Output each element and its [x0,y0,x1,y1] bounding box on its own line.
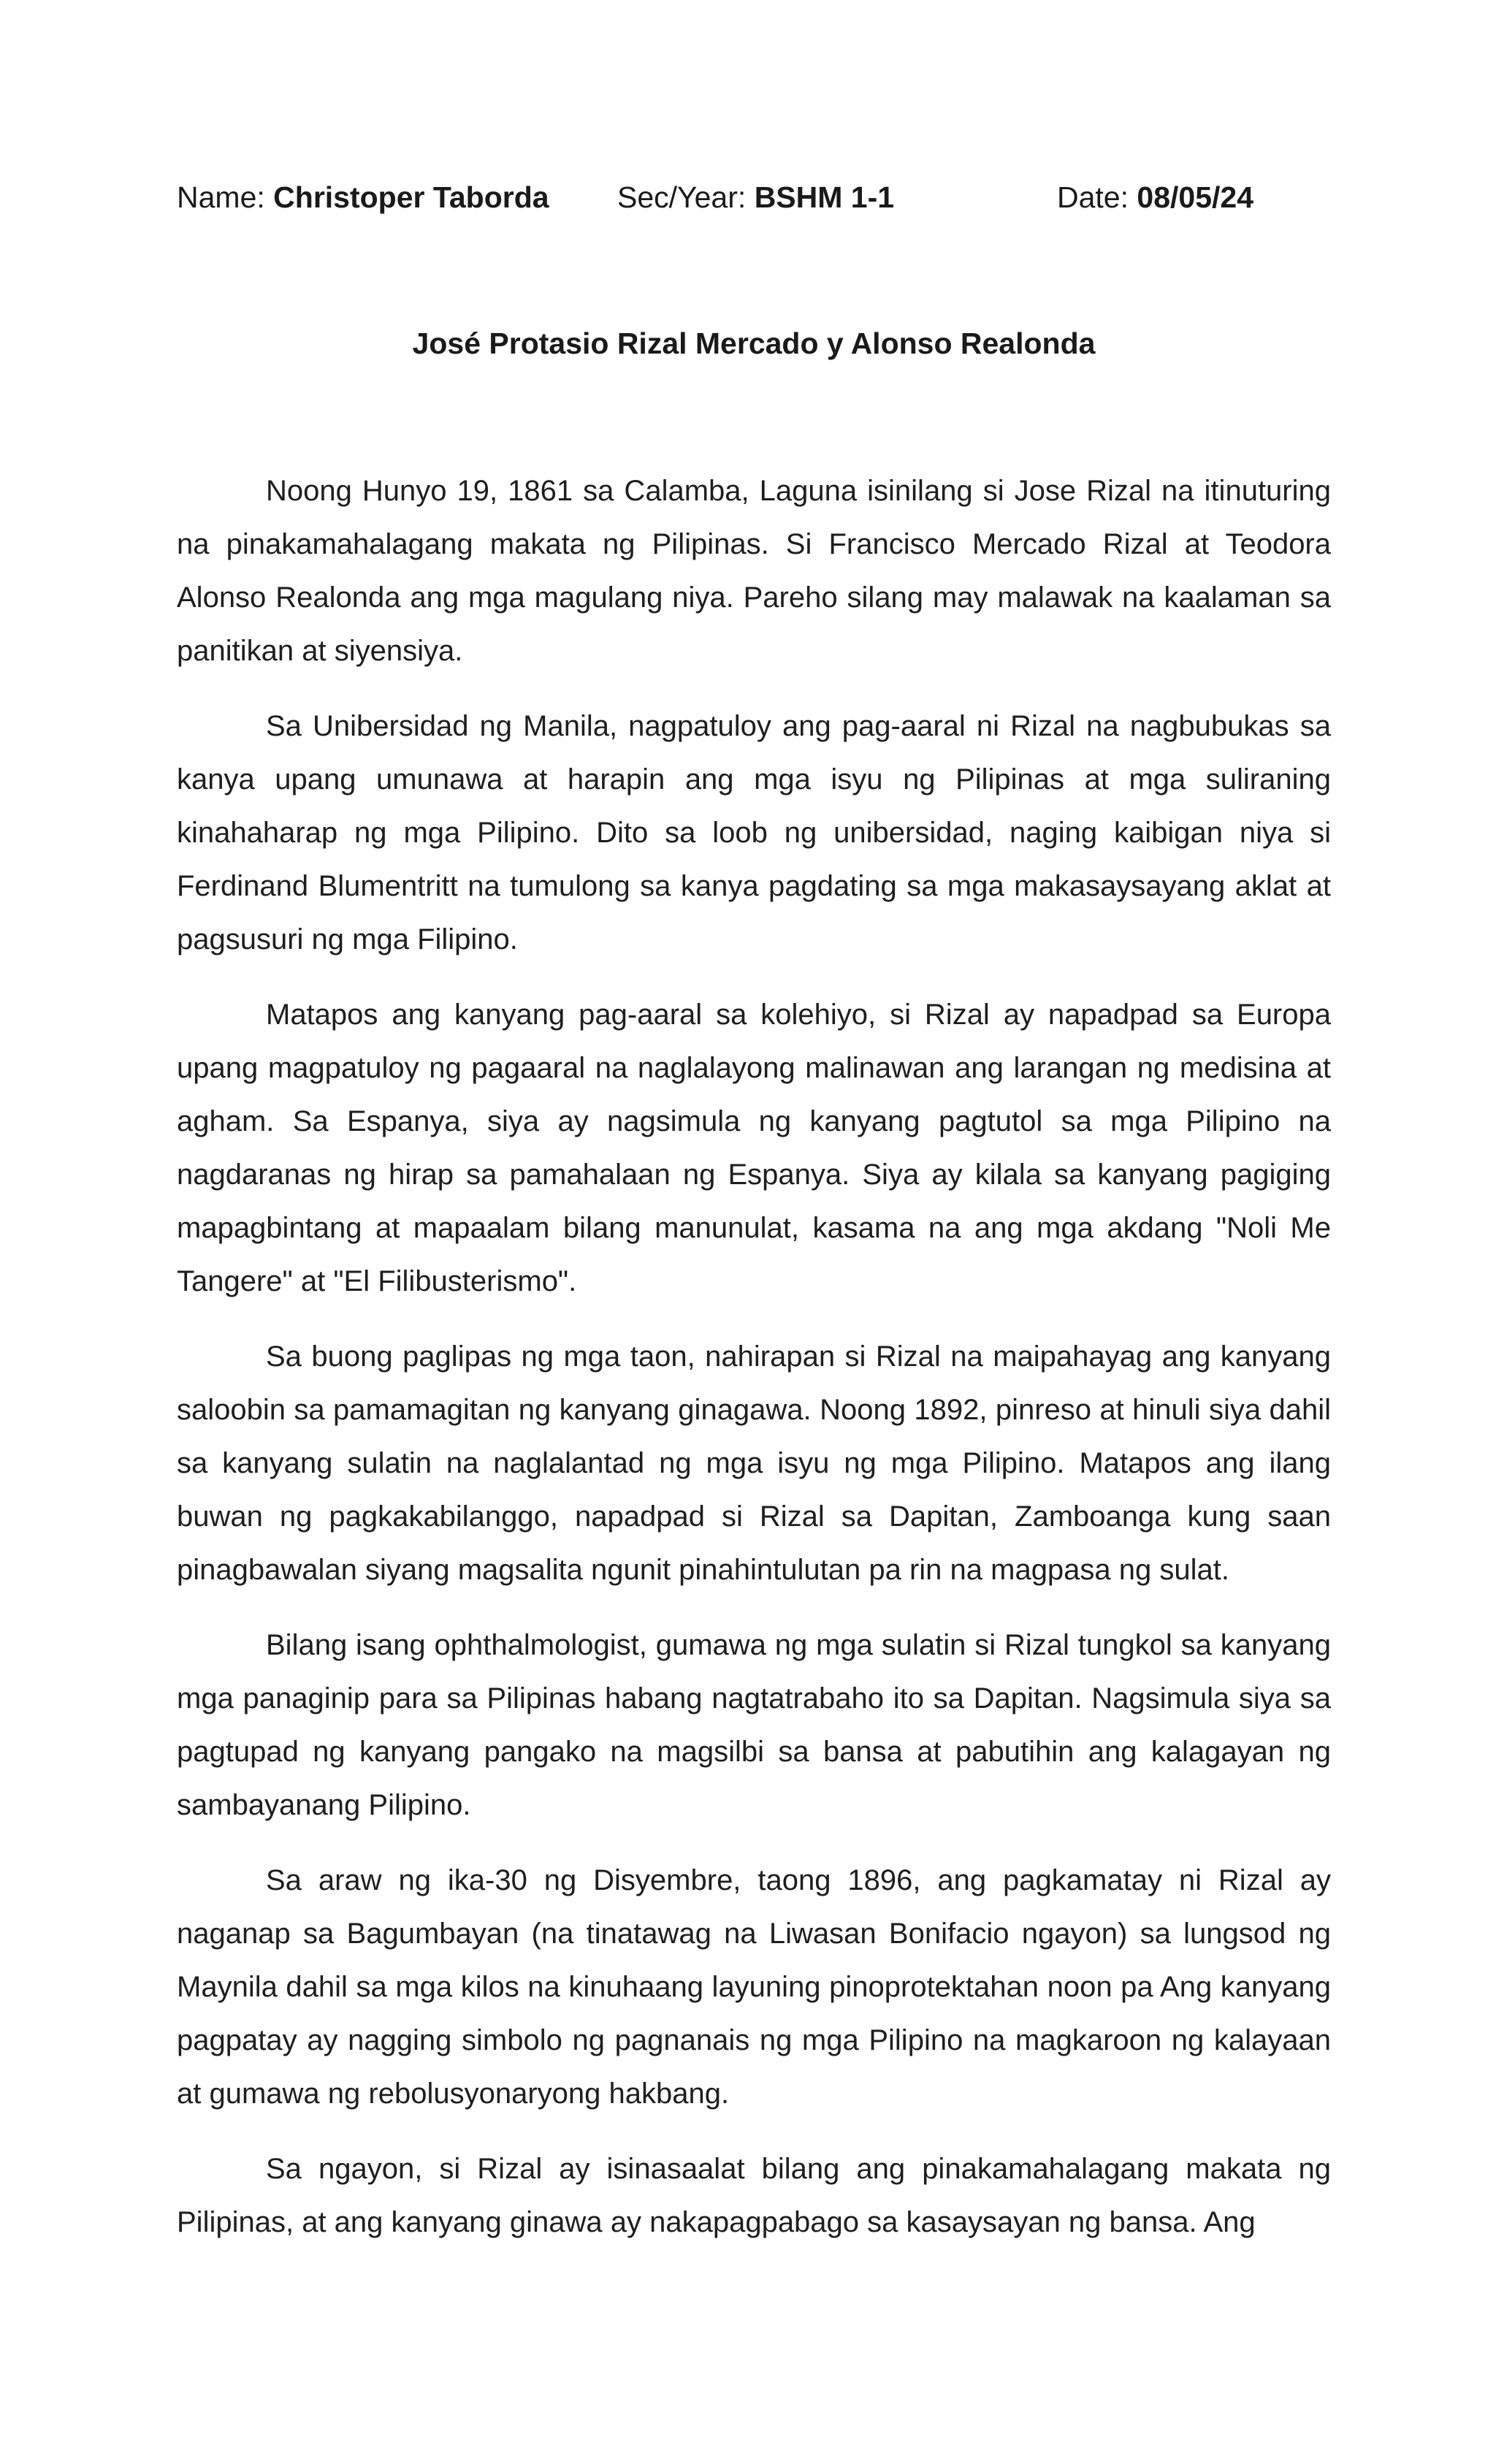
paragraph-2: Sa Unibersidad ng Manila, nagpatuloy ang pag-aaral ni Rizal na nagbubukas sa kanya upang umunawa at harapin ang mga isyu ng Pilipinas at mga suliraning kinahaharap ng mga Pilipino. Dito sa loob ng unibersidad, naging kaibigan niya si Ferdinand Blumentritt na tumulong sa kanya pagdating sa mga makasaysayang aklat at pagsusuri ng mga Filipino. [177,710,1331,956]
document-title: José Protasio Rizal Mercado y Alonso Realonda [412,327,1096,360]
name-label: Name: [177,180,265,214]
paragraph-3: Matapos ang kanyang pag-aaral sa kolehiyo, si Rizal ay napadpad sa Europa upang magpatuloy ng pagaaral na naglalayong malinawan ang larangan ng medisina at agham. Sa Espanya, siya ay nagsimula ng kanyang pagtutol sa mga Pilipino na nagdaranas ng hirap sa pamahalaan ng Espanya. Siya ay kilala sa kanyang pagiging mapagbintang at mapaalam bilang manunulat, kasama na ang mga akdang "Noli Me Tangere" at "El Filibusterismo". [177,999,1331,1297]
section-year-label: Sec/Year: [617,180,747,214]
paragraph-7: Sa ngayon, si Rizal ay isinasaalat bilang ang pinakamahalagang makata ng Pilipinas, at ang kanyang ginawa ay nakapagpabago sa kasaysayan ng bansa. Ang [177,2153,1331,2238]
name-field [177,175,549,219]
date-value: 08/05/24 [1137,180,1254,214]
paragraph-1: Noong Hunyo 19, 1861 sa Calamba, Laguna isinilang si Jose Rizal na itinuturing na pinakamahalagang makata ng Pilipinas. Si Francisco Mercado Rizal at Teodora Alonso Realonda ang mga magulang niya. Pareho silang may malawak na kaalaman sa panitikan at siyensiya. [177,475,1331,667]
paragraph-6: Sa araw ng ika-30 ng Disyembre, taong 1896, ang pagkamatay ni Rizal ay naganap sa Bagumbayan (na tinatawag na Liwasan Bonifacio ngayon) sa lungsod ng Maynila dahil sa mga kilos na kinuhaang layuning pinoprotektahan noon pa Ang kanyang pagpatay ay nagging simbolo ng pagnanais ng mga Pilipino na magkaroon ng kalayaan at gumawa ng rebolusyonaryong hakbang. [177,1864,1331,2110]
document-body [177,465,1331,2271]
name-value: Christoper Taborda [273,180,549,214]
section-year-field [617,175,894,219]
paragraph-4: Sa buong paglipas ng mga taon, nahirapan si Rizal na maipahayag ang kanyang saloobin sa pamamagitan ng kanyang ginagawa. Noong 1892, pinreso at hinuli siya dahil sa kanyang sulatin na naglalantad ng mga isyu ng mga Pilipino. Matapos ang ilang buwan ng pagkakabilanggo, napadpad si Rizal sa Dapitan, Zamboanga kung saan pinagbawalan siyang magsalita ngunit pinahintulutan pa rin na magpasa ng sulat. [177,1340,1331,1586]
section-year-value: BSHM 1-1 [754,180,895,214]
document-header [177,175,1331,219]
date-label: Date: [1057,180,1129,214]
date-field [1057,175,1253,219]
paragraph-5: Bilang isang ophthalmologist, gumawa ng mga sulatin si Rizal tungkol sa kanyang mga panaginip para sa Pilipinas habang nagtatrabaho ito sa Dapitan. Nagsimula siya sa pagtupad ng kanyang pangako na magsilbi sa bansa at pabutihin ang kalagayan ng sambayanang Pilipino. [177,1629,1331,1821]
